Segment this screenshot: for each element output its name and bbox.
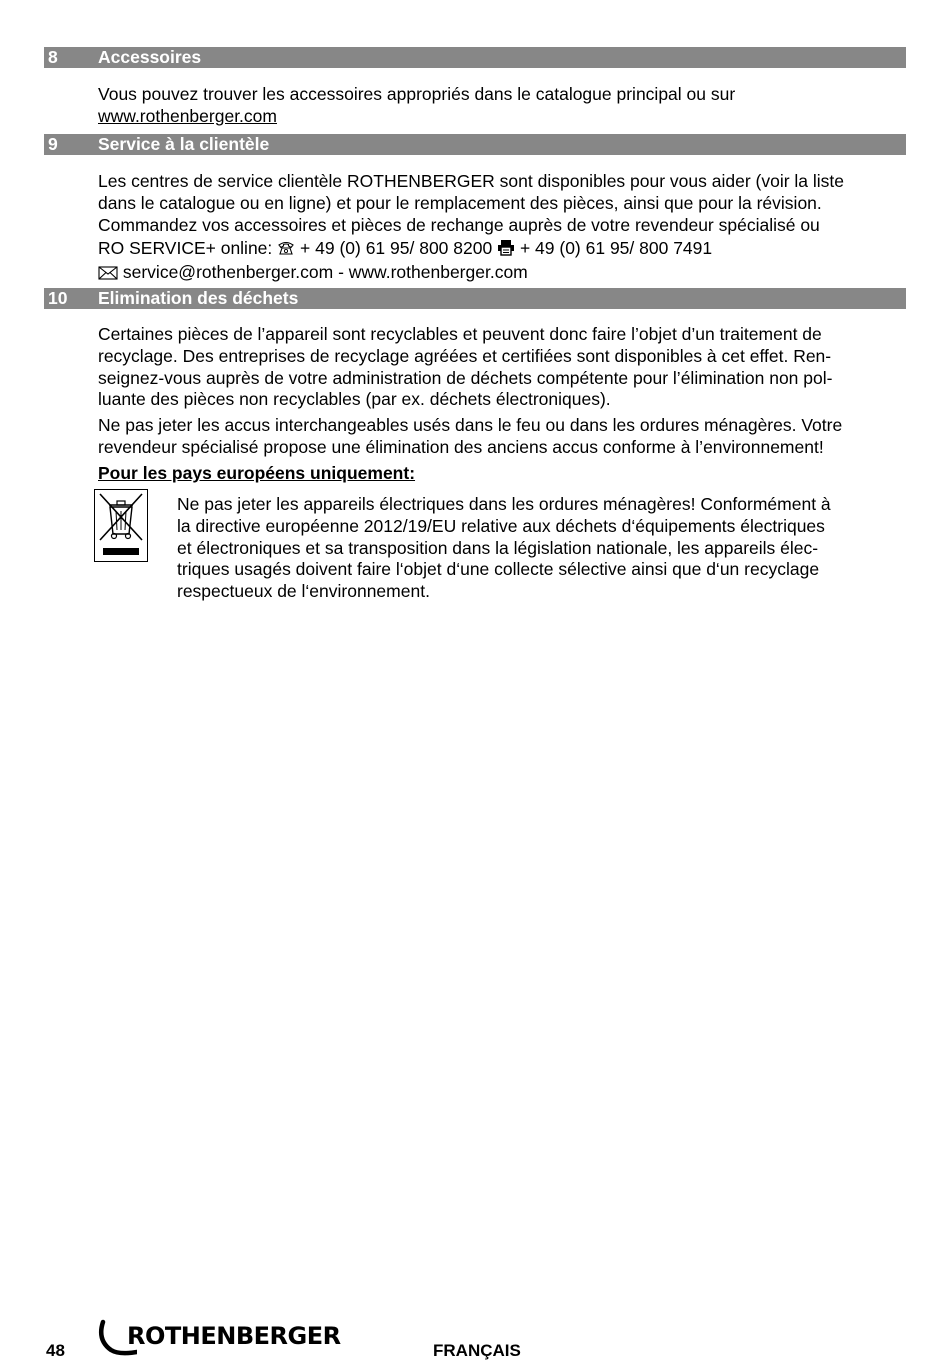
section-title: Elimination des déchets <box>98 288 299 308</box>
fax-icon <box>497 238 515 262</box>
text-line: Les centres de service clientèle ROTHENBERGER sont disponibles pour vous aider (voir la liste <box>98 171 845 191</box>
fax-number: + 49 (0) 61 95/ 800 7491 <box>519 238 713 259</box>
service-prefix: RO SERVICE+ online: <box>98 238 273 259</box>
section-header-accessoires <box>44 47 906 68</box>
text-line: revendeur spécialisé propose une élimination des anciens accus conforme à l’environnement! <box>98 436 824 457</box>
page-number: 48 <box>46 1341 65 1360</box>
crossed-out-wheelie-bin-icon <box>94 489 148 562</box>
section-number: 10 <box>48 288 68 308</box>
eu-countries-heading: Pour les pays européens uniquement: <box>98 463 416 483</box>
text-line: et électroniques et sa transposition dans la législation nationale, les appareils élec- <box>177 537 819 558</box>
telephone-icon <box>277 238 295 262</box>
service-paragraph <box>98 171 906 286</box>
accessoires-paragraph <box>98 84 906 128</box>
language-label: FRANÇAIS <box>433 1341 521 1360</box>
rothenberger-link[interactable]: www.rothenberger.com <box>98 105 277 126</box>
section-header-service <box>44 134 906 155</box>
envelope-icon <box>98 264 118 286</box>
weee-paragraph <box>177 494 906 603</box>
phone-number: + 49 (0) 61 95/ 800 8200 <box>300 238 493 259</box>
rothenberger-logo <box>97 1318 357 1358</box>
text-line: Ne pas jeter les appareils électriques dans les ordures ménagères! Conformément à <box>177 494 831 514</box>
text-line: Vous pouvez trouver les accessoires appropriés dans le catalogue principal ou sur <box>98 84 736 104</box>
recycling-paragraph <box>98 324 906 411</box>
text-line: Commandez vos accessoires et pièces de rechange auprès de votre revendeur spécialisé ou <box>98 214 820 235</box>
text-line: Ne pas jeter les accus interchangeables usés dans le feu ou dans les ordures ménagères. Votre <box>98 415 843 435</box>
text-line: respectueux de l‘environnement. <box>177 581 430 602</box>
battery-paragraph <box>98 415 906 459</box>
section-number: 8 <box>48 47 58 67</box>
brand-name: ROTHENBERGER <box>127 1322 341 1350</box>
section-title: Accessoires <box>98 47 202 67</box>
text-line: triques usagés doivent faire l‘objet d‘une collecte sélective ainsi que d‘un recyclage <box>177 559 820 580</box>
contact-line <box>98 236 906 262</box>
text-line: Certaines pièces de l’appareil sont recyclables et peuvent donc faire l’objet d’un traitement de <box>98 324 822 344</box>
section-header-elimination <box>44 288 906 309</box>
section-number: 9 <box>48 134 58 154</box>
text-line: seignez-vous auprès de votre administration de déchets compétente pour l’élimination non pol- <box>98 367 833 388</box>
text-line: luante des pièces non recyclables (par ex. déchets électroniques). <box>98 389 611 410</box>
text-line: dans le catalogue ou en ligne) et pour le remplacement des pièces, ainsi que pour la révision. <box>98 192 822 213</box>
email-line <box>98 262 906 286</box>
section-title: Service à la clientèle <box>98 134 270 154</box>
email-and-website[interactable]: service@rothenberger.com - www.rothenberger.com <box>122 262 528 283</box>
text-line: la directive européenne 2012/19/EU relative aux déchets d‘équipements électriques <box>177 515 825 536</box>
text-line: recyclage. Des entreprises de recyclage agréées et certifiées sont disponibles à cet effet. Ren- <box>98 345 832 366</box>
